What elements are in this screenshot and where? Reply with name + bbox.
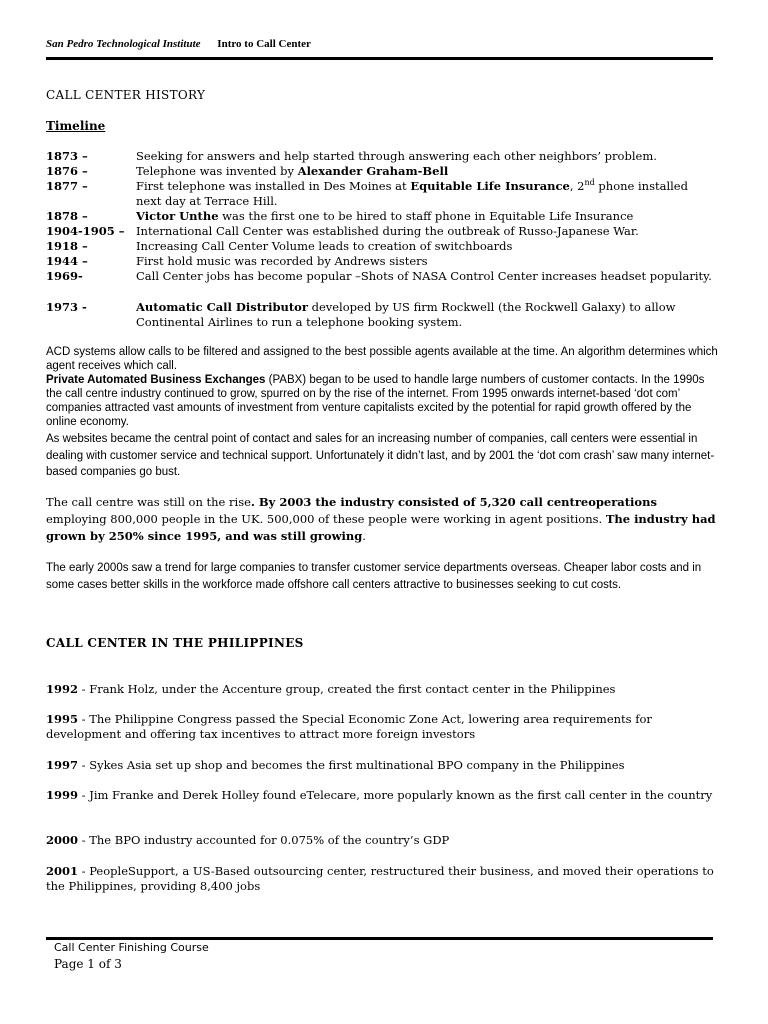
course-name: Intro to Call Center (217, 38, 311, 50)
item-year: 1995 (46, 712, 79, 726)
philippines-item: 1995 - The Philippine Congress passed the Special Economic Zone Act, lowering area requirements for development and offering tax incentives to attract more foreign investors (46, 712, 652, 741)
timeline-heading: Timeline (46, 119, 106, 133)
header-rule (46, 57, 713, 60)
timeline-text: Telephone was invented by Alexander Graham-Bell (136, 164, 449, 178)
company-name: Equitable Life Insurance (410, 179, 570, 193)
timeline-year: 1944 – (46, 254, 88, 268)
inventor-name: Alexander Graham-Bell (297, 164, 449, 178)
person-name: Victor Unthe (136, 209, 219, 223)
timeline-year: 1904-1905 – (46, 224, 125, 238)
timeline-text: Call Center jobs has become popular –Shots of NASA Control Center increases headset popularity. (136, 269, 712, 283)
philippines-item: 1992 - Frank Holz, under the Accenture group, created the first contact center in the Philippines (46, 682, 616, 696)
timeline-text: Increasing Call Center Volume leads to creation of switchboards (136, 239, 513, 253)
acd-paragraph: ACD systems allow calls to be filtered and assigned to the best possible agents available at the time. An algorithm determines which agent receives which call. (46, 346, 718, 372)
philippines-item: 1997 - Sykes Asia set up shop and becomes the first multinational BPO company in the Philippines (46, 758, 625, 772)
timeline-year: 1918 – (46, 239, 88, 253)
timeline-text: International Call Center was established during the outbreak of Russo-Japanese War. (136, 224, 639, 238)
item-year: 2001 (46, 864, 79, 878)
philippines-title: CALL CENTER IN THE PHILIPPINES (46, 636, 304, 650)
timeline-text: Victor Unthe was the first one to be hired to staff phone in Equitable Life Insurance (136, 209, 634, 223)
philippines-item: 2001 - PeopleSupport, a US-Based outsourcing center, restructured their business, and moved their operations to the Philippines, providing 8,400 jobs (46, 864, 714, 893)
page-number: Page 1 of 3 (54, 957, 122, 971)
websites-paragraph: As websites became the central point of contact and sales for an increasing number of companies, call centers were essential in dealing with customer service and technical support. Unfortunately it didn’t last, and by 2001 the ‘dot com crash’ saw many internet-based companies go bust. (46, 433, 715, 478)
timeline-year: 1969- (46, 269, 83, 283)
timeline-text: Automatic Call Distributor developed by US firm Rockwell (the Rockwell Galaxy) to allow Continental Airlines to run a telephone booking system. (136, 300, 676, 329)
footer-course: Call Center Finishing Course (54, 941, 209, 954)
timeline-year: 1973 - (46, 300, 87, 314)
timeline-year: 1876 – (46, 164, 88, 178)
acd-term: Automatic Call Distributor (136, 300, 308, 314)
institute-name: San Pedro Technological Institute (46, 38, 201, 50)
timeline-text: First telephone was installed in Des Moines at Equitable Life Insurance, 2nd phone installed next day at Terrace Hill. (136, 178, 688, 208)
item-year: 2000 (46, 833, 79, 847)
footer-rule (46, 937, 713, 940)
timeline-text: Seeking for answers and help started through answering each other neighbors’ problem. (136, 149, 657, 163)
timeline-year: 1877 – (46, 179, 88, 193)
overseas-paragraph: The early 2000s saw a trend for large companies to transfer customer service departments overseas. Cheaper labor costs and in some cases better skills in the workforce made offshore call centers attractive to businesses seeking to cut costs. (46, 562, 702, 591)
pabx-term: Private Automated Business Exchanges (46, 374, 266, 386)
page-header (46, 38, 311, 50)
timeline-text: First hold music was recorded by Andrews sisters (136, 254, 428, 268)
item-year: 1992 (46, 682, 79, 696)
philippines-item: 2000 - The BPO industry accounted for 0.075% of the country’s GDP (46, 833, 450, 847)
philippines-item: 1999 - Jim Franke and Derek Holley found eTelecare, more popularly known as the first call center in the country (46, 788, 713, 802)
item-year: 1997 (46, 758, 79, 772)
history-title: CALL CENTER HISTORY (46, 88, 206, 102)
rise-paragraph: The call centre was still on the rise. By 2003 the industry consisted of 5,320 call centreoperations employing 800,000 people in the UK. 500,000 of these people were working in agent positions. The industry had grown by 250% since 1995, and was still growing. (46, 495, 716, 543)
item-year: 1999 (46, 788, 79, 802)
pabx-paragraph: Private Automated Business Exchanges (PABX) began to be used to handle large numbers of customer contacts. In the 1990s the call centre industry continued to grow, spurred on by the rise of the internet. From 1995 onwards internet-based ‘dot com’ companies attracted vast amounts of investment from venture capitalists excited by the potential for rapid growth offered by the online economy. (46, 374, 705, 428)
timeline-year: 1878 – (46, 209, 88, 223)
timeline-year: 1873 – (46, 149, 88, 163)
